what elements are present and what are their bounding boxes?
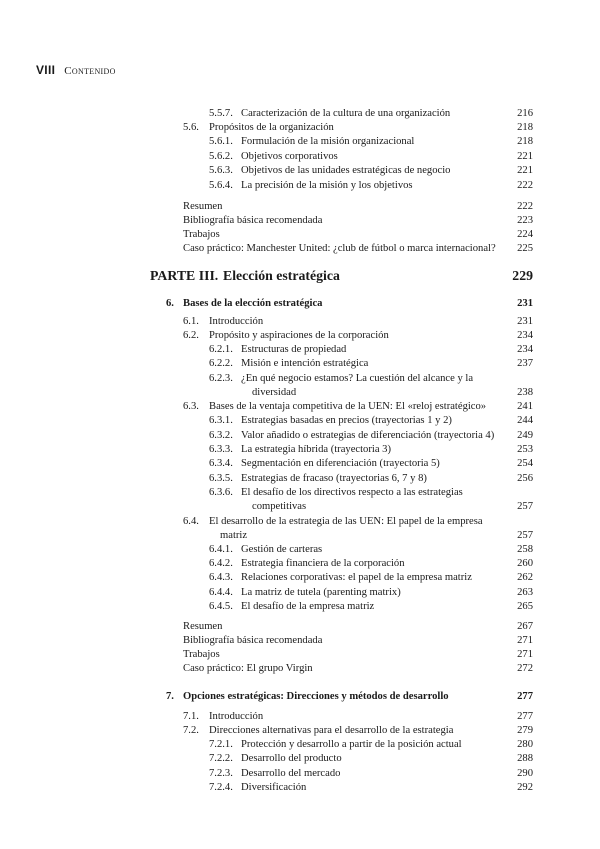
entry-page: 262 <box>517 572 533 583</box>
entry-page: 260 <box>517 558 533 569</box>
entry-page: 221 <box>517 165 533 176</box>
entry-title: Bibliografía básica recomendada <box>183 635 323 646</box>
entry-page: 221 <box>517 151 533 162</box>
entry-number: 6.3.6. <box>209 487 233 498</box>
entry-title: competitivas <box>252 501 307 512</box>
entry-number: 6.3.2. <box>209 430 233 441</box>
entry-number: 5.5.7. <box>209 108 233 119</box>
entry-number: 7.1. <box>183 711 199 722</box>
entry-title: Propósito y aspiraciones de la corporación <box>209 330 389 341</box>
entry-title: Estrategias basadas en precios (trayectorias 1 y 2) <box>241 415 452 426</box>
entry-number: 6.1. <box>183 316 199 327</box>
entry-page: 216 <box>517 108 533 119</box>
entry-page: 263 <box>517 587 533 598</box>
entry-number: 6.3.3. <box>209 444 233 455</box>
entry-title: Protección y desarrollo a partir de la posición actual <box>241 739 462 750</box>
entry-page: 271 <box>517 649 533 660</box>
entry-title: Introducción <box>209 711 264 722</box>
entry-page: 229 <box>512 268 533 283</box>
entry-page: 249 <box>517 430 533 441</box>
entry-number: 7.2. <box>183 725 199 736</box>
entry-page: 225 <box>517 243 533 254</box>
entry-title: Desarrollo del mercado <box>241 768 341 779</box>
entry-page: 237 <box>517 358 533 369</box>
entry-title: Bases de la elección estratégica <box>183 298 323 309</box>
entry-title: Opciones estratégicas: Direcciones y métodos de desarrollo <box>183 691 449 702</box>
entry-number: 6.4.3. <box>209 572 233 583</box>
entry-number: 6.2.3. <box>209 373 233 384</box>
entry-number: 6.3.4. <box>209 458 233 469</box>
entry-number: 6.4.5. <box>209 601 233 612</box>
entry-page: 238 <box>517 387 533 398</box>
entry-page: 280 <box>517 739 533 750</box>
entry-page: 290 <box>517 768 533 779</box>
entry-number: 5.6.1. <box>209 136 233 147</box>
entry-number: 6.3.1. <box>209 415 233 426</box>
entry-title: Objetivos de las unidades estratégicas de negocio <box>241 165 451 176</box>
entry-title: Elección estratégica <box>223 268 340 283</box>
entry-title: Trabajos <box>183 229 220 240</box>
entry-number: 6.4. <box>183 516 199 527</box>
entry-number: 7.2.3. <box>209 768 233 779</box>
entry-number: 6.3.5. <box>209 473 233 484</box>
entry-number: 6. <box>166 298 174 309</box>
entry-page: 292 <box>517 782 533 793</box>
entry-page: 257 <box>517 501 533 512</box>
entry-page: 265 <box>517 601 533 612</box>
entry-page: 277 <box>517 711 533 722</box>
entry-number: 7.2.4. <box>209 782 233 793</box>
entry-title: Objetivos corporativos <box>241 151 338 162</box>
entry-page: 222 <box>517 180 533 191</box>
page-number: VIII <box>36 63 56 77</box>
entry-number: 5.6.4. <box>209 180 233 191</box>
entry-number: 6.4.4. <box>209 587 233 598</box>
entry-title: Bibliografía básica recomendada <box>183 215 323 226</box>
entry-title: Caso práctico: El grupo Virgin <box>183 663 313 674</box>
entry-title: Segmentación en diferenciación (trayectoria 5) <box>241 458 440 469</box>
entry-title: Misión e intención estratégica <box>241 358 369 369</box>
entry-title: Caracterización de la cultura de una organización <box>241 108 451 119</box>
entry-number: 6.2.2. <box>209 358 233 369</box>
entry-title: La estrategia híbrida (trayectoria 3) <box>241 444 391 455</box>
section-title: Contenido <box>64 65 116 77</box>
entry-title: Estrategias de fracaso (trayectorias 6, 7 y 8) <box>241 473 427 484</box>
entry-number: 6.4.2. <box>209 558 233 569</box>
entry-number: 6.2. <box>183 330 199 341</box>
entry-page: 222 <box>517 201 533 212</box>
entry-title: Relaciones corporativas: el papel de la empresa matriz <box>241 572 472 583</box>
entry-title: ¿En qué negocio estamos? La cuestión del alcance y la <box>241 373 474 384</box>
entry-title: Propósitos de la organización <box>209 122 334 133</box>
entry-title: Estrategia financiera de la corporación <box>241 558 405 569</box>
running-head <box>36 63 116 77</box>
entry-title: Bases de la ventaja competitiva de la UEN: El «reloj estratégico» <box>209 401 487 412</box>
entry-page: 271 <box>517 635 533 646</box>
entry-page: 288 <box>517 753 533 764</box>
entry-title: matriz <box>220 530 248 541</box>
entry-page: 223 <box>517 215 533 226</box>
entry-number: 6.3. <box>183 401 199 412</box>
entry-page: 258 <box>517 544 533 555</box>
entry-title: Introducción <box>209 316 264 327</box>
entry-title: Trabajos <box>183 649 220 660</box>
entry-title: El desafío de la empresa matriz <box>241 601 375 612</box>
entry-page: 256 <box>517 473 533 484</box>
entry-title: La precisión de la misión y los objetivos <box>241 180 413 191</box>
entry-title: Caso práctico: Manchester United: ¿club de fútbol o marca internacional? <box>183 243 496 254</box>
entry-page: 257 <box>517 530 533 541</box>
entry-page: 218 <box>517 122 533 133</box>
entry-title: Valor añadido o estrategias de diferenciación (trayectoria 4) <box>241 430 495 441</box>
entry-page: 277 <box>517 691 533 702</box>
entry-page: 279 <box>517 725 533 736</box>
entry-page: 267 <box>517 621 533 632</box>
entry-title: El desarrollo de la estrategia de las UEN: El papel de la empresa <box>209 516 483 527</box>
entry-page: 234 <box>517 344 533 355</box>
entry-title: diversidad <box>252 387 297 398</box>
entry-title: Direcciones alternativas para el desarrollo de la estrategia <box>209 725 454 736</box>
entry-page: 224 <box>517 229 533 240</box>
entry-number: 5.6.2. <box>209 151 233 162</box>
entry-page: 231 <box>517 316 533 327</box>
entry-number: 7.2.1. <box>209 739 233 750</box>
entry-number: 5.6.3. <box>209 165 233 176</box>
entry-title: Formulación de la misión organizacional <box>241 136 415 147</box>
entry-title: Desarrollo del producto <box>241 753 342 764</box>
entry-title: Diversificación <box>241 782 307 793</box>
entry-page: 253 <box>517 444 533 455</box>
entry-page: 241 <box>517 401 533 412</box>
entry-page: 231 <box>517 298 533 309</box>
entry-title: Resumen <box>183 621 223 632</box>
entry-number: PARTE III. <box>150 268 219 283</box>
entry-title: El desafío de los directivos respecto a las estrategias <box>241 487 463 498</box>
entry-page: 254 <box>517 458 533 469</box>
entry-page: 272 <box>517 663 533 674</box>
entry-title: Gestión de carteras <box>241 544 323 555</box>
entry-number: 6.2.1. <box>209 344 233 355</box>
entry-title: La matriz de tutela (parenting matrix) <box>241 587 401 598</box>
entry-page: 234 <box>517 330 533 341</box>
entry-title: Estructuras de propiedad <box>241 344 347 355</box>
entry-number: 5.6. <box>183 122 199 133</box>
entry-title: Resumen <box>183 201 223 212</box>
entry-number: 7.2.2. <box>209 753 233 764</box>
entry-page: 244 <box>517 415 533 426</box>
entry-number: 6.4.1. <box>209 544 233 555</box>
entry-page: 218 <box>517 136 533 147</box>
entry-number: 7. <box>166 691 174 702</box>
